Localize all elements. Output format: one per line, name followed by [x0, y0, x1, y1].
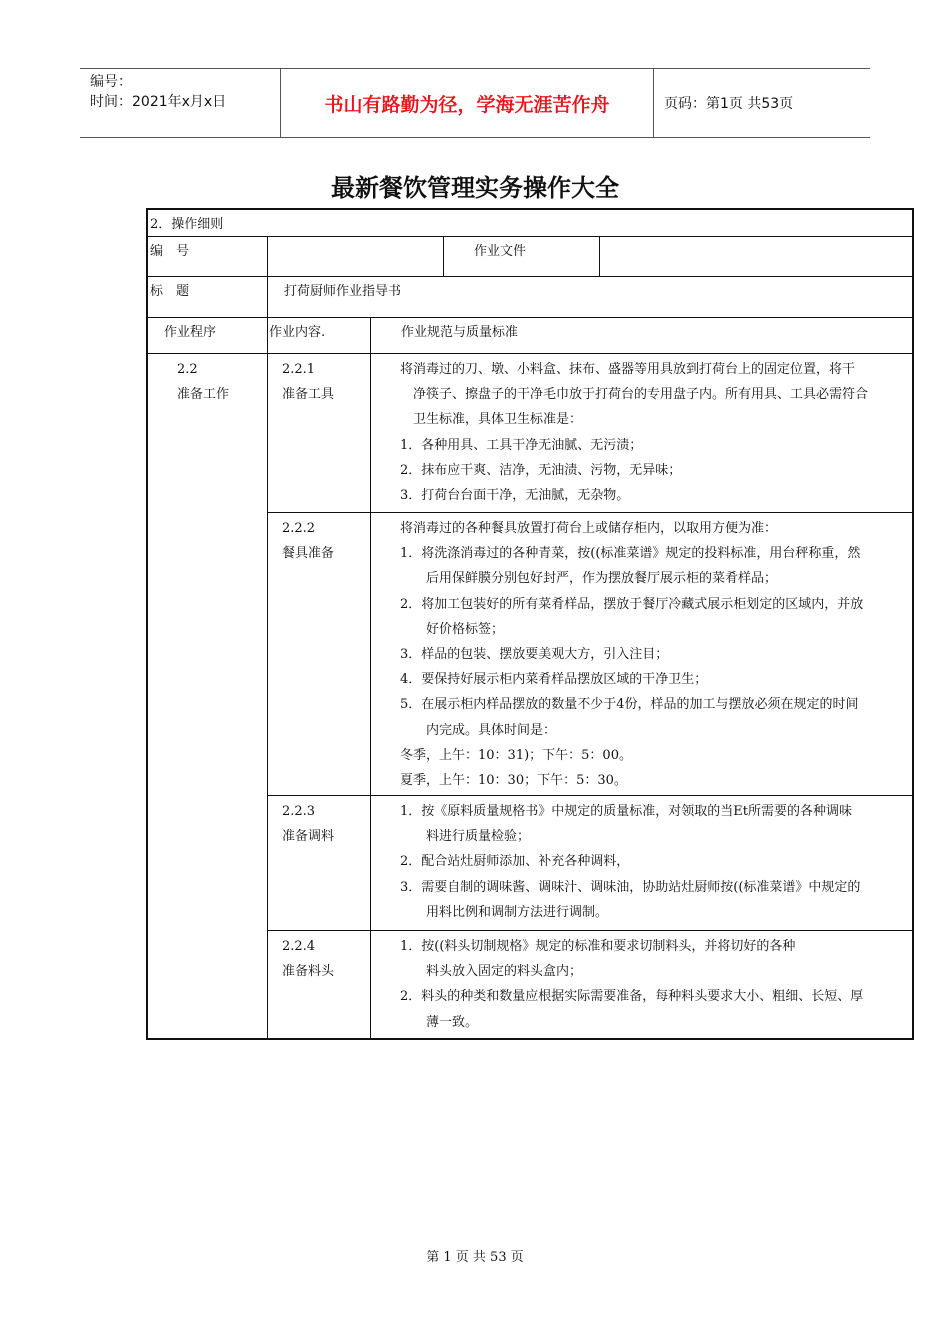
item-number: 2.2.3 [282, 804, 316, 819]
item-number: 2.2.2 [282, 521, 316, 536]
col-header-procedure: 作业程序 [164, 325, 217, 340]
item-name: 准备工具 [282, 387, 335, 402]
doc-type-label: 作业文件 [474, 244, 527, 259]
item-name: 准备调料 [282, 829, 335, 844]
subject-value: 打荷厨师作业指导书 [284, 284, 402, 299]
col-header-content: 作业内容. [269, 325, 326, 340]
procedure-name: 准备工作 [177, 387, 230, 402]
procedure-table [146, 208, 914, 1040]
date-line: 时间：2021年x月x日 [90, 94, 227, 110]
item-name: 准备料头 [282, 964, 335, 979]
item-number: 2.2.1 [282, 362, 316, 377]
header-page-info: 页码：第1页 共53页 [664, 96, 794, 112]
col-header-standard: 作业规范与质量标准 [401, 325, 519, 340]
section-label: 2．操作细则 [150, 217, 224, 232]
item-standard-text: 1．按《原料质量规格书》中规定的质量标准，对领取的当Et所需要的各种调味 料进行质量检验； 2．配合站灶厨师添加、补充各种调料， 3．需要自制的调味酱、调味汁、调味油，协助站灶厨师按((标准菜谱》中规定的 用料比例和调制方法进行调制。 [400, 804, 861, 920]
page-footer: 第 1 页 共 53 页 [426, 1250, 524, 1265]
item-name: 餐具准备 [282, 546, 335, 561]
page-title: 最新餐饮管理实务操作大全 [331, 173, 619, 202]
header-motto: 书山有路勤为径，学海无涯苦作舟 [281, 69, 654, 137]
header-meta [80, 69, 281, 137]
document-header [80, 68, 870, 138]
subject-label: 标 题 [150, 284, 190, 299]
procedure-number: 2.2 [177, 362, 198, 377]
item-standard-text: 将消毒过的各种餐具放置打荷台上或储存柜内，以取用方便为准： 1．将洗涤消毒过的各种青菜，按((标准菜谱》规定的投料标准，用台秤称重，然 后用保鲜膜分别包好封严，作为摆放餐厅展示柜的菜肴样品； 2．将加工包装好的所有菜肴样品，摆放于餐厅冷藏式展示柜划定的区域内，并放 好价格标签； 3．样品的包装、摆放要美观大方，引入注目； 4．要保持好展示柜内菜肴样品摆放区域的干净卫生； 5．在展示柜内样品摆放的数量不少于4份，样品的加工与摆放必须在规定的时间 内完成。具体时间是： 冬季，上午：10：31)；下午：5：00。 夏季，上午：10：30；下午：5：30。 [400, 521, 864, 789]
item-standard-text: 1．按((料头切制规格》规定的标准和要求切制料头，并将切好的各种 料头放入固定的料头盒内； 2．料头的种类和数量应根据实际需要准备，每种料头要求大小、粗细、长短、厚 薄一致。 [400, 939, 864, 1030]
serial-label: 编号： [90, 74, 132, 90]
item-standard-text: 将消毒过的刀、墩、小料盒、抹布、盛器等用具放到打荷台上的固定位置，将干 净筷子、擦盘子的干净毛巾放于打荷台的专用盘子内。所有用具、工具必需符合 卫生标准，具体卫生标准是： 1．各种用具、工具干净无油腻、无污渍； 2．抹布应干爽、洁净，无油渍、污物，无异味； 3．打荷台台面干净，无油腻，无杂物。 [400, 362, 869, 504]
number-label: 编 号 [150, 244, 190, 259]
item-number: 2.2.4 [282, 939, 316, 954]
